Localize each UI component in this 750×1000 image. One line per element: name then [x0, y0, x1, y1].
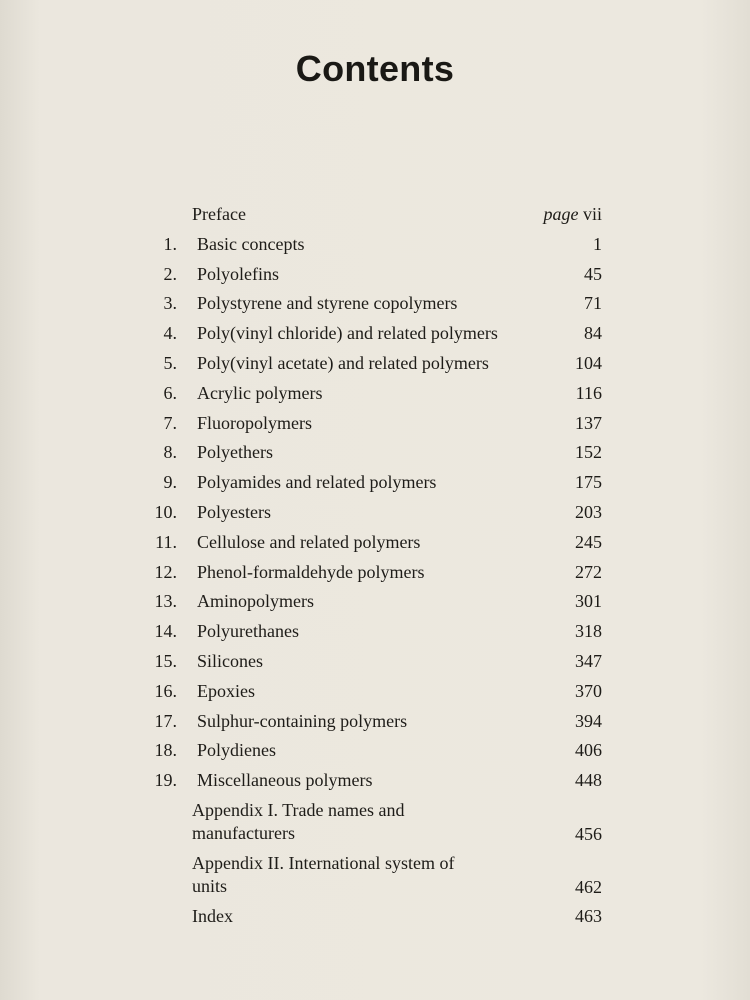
toc-chapter-number: 8. [163, 442, 177, 463]
toc-chapter-number: 3. [163, 293, 177, 314]
toc-entry-label: Cellulose and related polymers [197, 531, 421, 552]
toc-entry-label: Preface [192, 204, 246, 224]
toc-entry-label: Fluoropolymers [197, 412, 312, 433]
toc-chapter-row [140, 528, 602, 558]
toc-entry-label: Phenol-formaldehyde polymers [197, 561, 425, 582]
toc-chapter-number: 10. [154, 501, 177, 522]
toc-entry-label: Index [192, 905, 233, 926]
toc-chapter-number: 7. [163, 412, 177, 433]
toc-chapter-row [140, 647, 602, 677]
toc-chapter-row [140, 319, 602, 349]
toc-page-number: 116 [575, 382, 602, 403]
toc-page-number: 245 [575, 531, 602, 552]
toc-entry-label: Polyamides and related polymers [197, 472, 437, 493]
toc-page-number: 152 [575, 442, 602, 463]
toc-chapter-row [140, 230, 602, 260]
toc-chapter-row [140, 766, 602, 796]
toc-chapter-number: 9. [163, 472, 177, 493]
toc-entry-label: Appendix II. International system of units [192, 852, 455, 896]
toc-chapter-number: 1. [163, 233, 177, 254]
toc-chapter-number: 2. [163, 263, 177, 284]
toc-chapter-row [140, 558, 602, 588]
toc-chapter-number: 15. [154, 650, 177, 671]
toc-chapter-number: 16. [154, 680, 177, 701]
toc-entry-label: Polydienes [197, 740, 276, 761]
toc-page-number: page vii [543, 204, 602, 224]
toc-page-number: 272 [575, 561, 602, 582]
toc-entry-label: Sulphur-containing polymers [197, 710, 408, 731]
toc-entry-label: Polyesters [197, 501, 271, 522]
toc-entry-label: Polyethers [197, 442, 273, 463]
toc-chapter-row [140, 468, 602, 498]
toc-page-number: 448 [575, 770, 602, 791]
toc-page-number: 406 [575, 740, 602, 761]
toc-chapter-row [140, 736, 602, 766]
toc-chapter-row [140, 349, 602, 379]
toc-chapter-row [140, 409, 602, 439]
toc-chapter-number: 5. [163, 352, 177, 373]
toc-page-number: 301 [575, 591, 602, 612]
page-word: page [543, 204, 579, 224]
toc-entry-label: Polyurethanes [197, 621, 299, 642]
toc-page-number: 84 [584, 323, 602, 344]
toc-chapter-row [140, 617, 602, 647]
toc-page-number: 175 [575, 472, 602, 493]
toc-page-number: 370 [575, 680, 602, 701]
toc-entry-label: Epoxies [197, 680, 255, 701]
table-of-contents [140, 200, 602, 932]
toc-index-row [140, 902, 602, 932]
toc-entry-label: Aminopolymers [197, 591, 314, 612]
toc-appendix-row [140, 849, 602, 902]
toc-page-number: 394 [575, 710, 602, 731]
toc-chapter-number: 14. [154, 621, 177, 642]
toc-chapter-number: 18. [154, 740, 177, 761]
toc-page-number: 462 [575, 876, 602, 897]
toc-page-number: 71 [584, 293, 602, 314]
toc-chapter-number: 6. [163, 382, 177, 403]
toc-entry-label: Polyolefins [197, 263, 280, 284]
toc-chapter-row [140, 498, 602, 528]
toc-page-number: 456 [575, 823, 602, 844]
toc-page-number: 203 [575, 501, 602, 522]
toc-entry-label: Polystyrene and styrene copolymers [197, 293, 458, 314]
toc-chapter-number: 12. [154, 561, 177, 582]
toc-chapter-row [140, 677, 602, 707]
toc-page-number: 1 [593, 233, 602, 254]
toc-chapter-row [140, 260, 602, 290]
toc-entry-label: Silicones [197, 650, 263, 671]
toc-entry-label: Poly(vinyl acetate) and related polymers [197, 352, 489, 373]
toc-chapter-row [140, 707, 602, 737]
toc-chapter-number: 17. [154, 710, 177, 731]
toc-page-number: 104 [575, 352, 602, 373]
toc-entry-label: Poly(vinyl chloride) and related polymers [197, 323, 498, 344]
toc-chapter-row [140, 379, 602, 409]
page-title: Contents [295, 48, 455, 89]
toc-chapter-number: 4. [163, 323, 177, 344]
toc-chapter-number: 11. [155, 531, 177, 552]
toc-entry-label: Appendix I. Trade names and manufacturers [192, 799, 405, 843]
toc-chapter-row [140, 587, 602, 617]
toc-chapter-number: 13. [154, 591, 177, 612]
toc-entry-label: Miscellaneous polymers [197, 770, 373, 791]
toc-entry-label: Basic concepts [197, 233, 305, 254]
toc-chapter-row [140, 289, 602, 319]
toc-preface-row [140, 200, 602, 230]
toc-appendix-row [140, 796, 602, 849]
toc-page-number: 463 [575, 905, 602, 926]
toc-page-number: 347 [575, 650, 602, 671]
toc-chapter-number: 19. [154, 770, 177, 791]
toc-page-number: 45 [584, 263, 602, 284]
toc-entry-label: Acrylic polymers [197, 382, 323, 403]
toc-page-number: 137 [575, 412, 602, 433]
toc-chapter-row [140, 438, 602, 468]
toc-page-number: 318 [575, 621, 602, 642]
